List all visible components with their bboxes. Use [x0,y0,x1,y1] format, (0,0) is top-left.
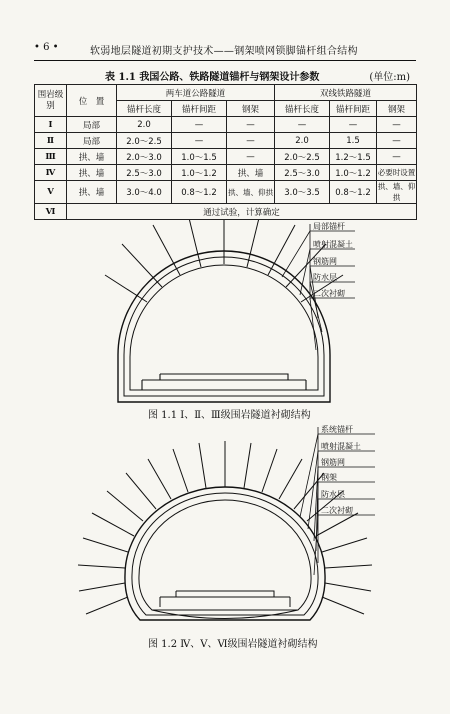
label-secondary-lining: 二次衬砌 [321,506,353,515]
subheader: 钢架 [227,101,275,117]
table-cell: 1.0～1.5 [172,149,227,165]
header-rule [34,60,416,61]
table-cell: — [377,117,417,133]
table-cell: 1.2～1.5 [330,149,377,165]
table-cell: 2.0～2.5 [117,133,172,149]
header-rock-grade: 围岩级别 [35,85,67,117]
table-row [35,181,417,204]
table-row [35,117,417,133]
table-cell: 拱、墙 [227,165,275,181]
table-cell: — [275,117,330,133]
table-cell: 1.0～1.2 [172,165,227,181]
design-parameter-table [34,84,417,220]
table-cell: — [227,117,275,133]
table-cell: — [227,133,275,149]
table-cell: 2.0～2.5 [275,149,330,165]
tunnel-lining-diagram-1 [0,220,450,425]
table-cell: 2.0 [117,117,172,133]
subheader: 钢架 [377,101,417,117]
rock-grade: Ⅲ [35,149,67,165]
table-cell: 1.0～1.2 [330,165,377,181]
rock-grade: Ⅰ [35,117,67,133]
table-cell: 1.5 [330,133,377,149]
label-waterproof: 防水层 [313,273,337,282]
rock-grade: Ⅴ [35,181,67,204]
table-cell: 拱、墙、仰拱 [227,181,275,204]
table-caption: 表 1.1 我国公路、铁路隧道锚杆与钢架设计参数 [105,72,320,83]
position-cell: 局部 [67,117,117,133]
running-header [34,42,416,58]
position-cell: 拱、墙 [67,149,117,165]
table-cell: — [377,133,417,149]
header-position: 位 置 [67,85,117,117]
label-shotcrete: 喷射混凝土 [321,442,361,451]
table-cell: — [172,117,227,133]
table-cell: 拱、墙、仰拱 [377,182,416,202]
subheader: 锚杆间距 [330,101,377,117]
table-cell: 3.0～4.0 [117,181,172,204]
grade-six-note: 通过试验，计算确定 [67,204,417,220]
table-cell: 0.8～1.2 [330,181,377,204]
header-highway: 两车道公路隧道 [117,85,275,101]
waterproof-outline [130,265,318,390]
figure-1-1 [0,220,450,425]
table-cell: 2.5～3.0 [275,165,330,181]
label-mesh: 钢筋网 [313,257,337,266]
rock-grade: Ⅱ [35,133,67,149]
subheader: 锚杆间距 [172,101,227,117]
table-cell: — [377,149,417,165]
table-cell: — [330,117,377,133]
figure-1-2 [0,425,450,650]
label-local-anchor: 局部锚杆 [313,222,345,231]
position-cell: 局部 [67,133,117,149]
position-cell: 拱、墙 [67,181,117,204]
header-railway: 双线铁路隧道 [275,85,417,101]
table-cell: 2.5～3.0 [117,165,172,181]
label-system-anchor: 系统锚杆 [321,425,353,434]
table-row [35,133,417,149]
figure-1-2-caption: 图 1.2 Ⅳ、Ⅴ、Ⅵ级围岩隧道衬砌结构 [148,639,318,650]
table-cell: — [227,149,275,165]
table-cell: 0.8～1.2 [172,181,227,204]
subheader: 锚杆长度 [117,101,172,117]
figure-1-1-caption: 图 1.1 Ⅰ、Ⅱ、Ⅲ级围岩隧道衬砌结构 [148,410,311,421]
label-steel-arch: 钢架 [321,473,337,482]
table-cell: 必要时设置 [377,165,417,181]
table-cell: 2.0 [275,133,330,149]
label-waterproof: 防水层 [321,490,345,499]
position-cell: 拱、墙 [67,165,117,181]
rock-grade: Ⅳ [35,165,67,181]
label-secondary-lining: 二次衬砌 [313,289,345,298]
table-cell: 2.0～3.0 [117,149,172,165]
page-number: • 6 • [34,42,59,53]
label-mesh: 钢筋网 [321,458,345,467]
shotcrete-outline [125,487,325,620]
book-title: 软弱地层隧道初期支护技术——钢架喷网锁脚锚杆组合结构 [90,46,358,57]
label-shotcrete: 喷射混凝土 [313,240,353,249]
table-row [35,165,417,181]
subheader: 锚杆长度 [275,101,330,117]
table-cell: — [172,133,227,149]
table-row [35,204,417,220]
table-row [35,149,417,165]
table-cell: 3.0～3.5 [275,181,330,204]
rock-grade: Ⅵ [35,204,67,220]
table-unit: (单位:m) [369,72,410,83]
tunnel-lining-diagram-2 [0,425,450,650]
